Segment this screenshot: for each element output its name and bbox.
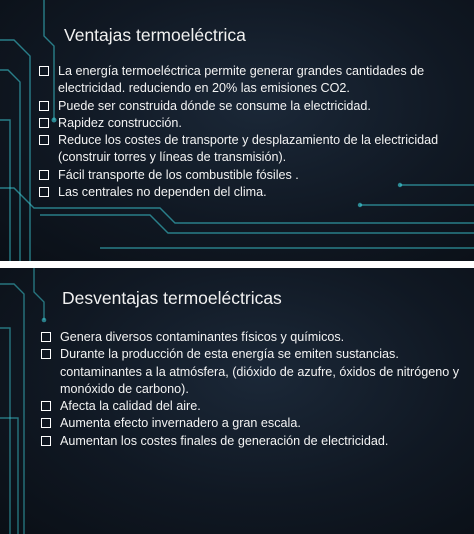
checkbox-icon [41,349,51,359]
checkbox-icon [39,101,49,111]
disadvantages-list [40,329,470,450]
list-item: Durante la producción de esta energía se emiten sustancias. contaminantes a la atmósfera, (dióxido de azufre, óxidos de nitrógeno y monóxido de carbono). [40,346,470,398]
checkbox-icon [39,135,49,145]
checkbox-icon [39,66,49,76]
checkbox-icon [39,187,49,197]
list-item: Fácil transporte de los combustible fósiles . [38,167,468,184]
checkbox-icon [41,332,51,342]
list-item: Genera diversos contaminantes físicos y químicos. [40,329,470,346]
list-item: Aumenta efecto invernadero a gran escala. [40,415,470,432]
slide-title: Desventajas termoeléctricas [62,288,282,308]
checkbox-icon [39,118,49,128]
list-item: Aumentan los costes finales de generación de electricidad. [40,433,470,450]
checkbox-icon [41,418,51,428]
slide-desventajas [0,268,474,534]
list-item: Rapidez construcción. [38,115,468,132]
slide-title: Ventajas termoeléctrica [64,25,246,45]
list-item: La energía termoeléctrica permite generar grandes cantidades de electricidad. reduciendo en 20% las emisiones CO2. [38,63,468,98]
list-item: Las centrales no dependen del clima. [38,184,468,201]
list-item: Reduce los costes de transporte y desplazamiento de la electricidad (construir torres y líneas de transmisión). [38,132,468,167]
slide-ventajas [0,0,474,261]
checkbox-icon [39,170,49,180]
checkbox-icon [41,401,51,411]
advantages-list [38,63,468,201]
list-item: Afecta la calidad del aire. [40,398,470,415]
checkbox-icon [41,436,51,446]
list-item: Puede ser construida dónde se consume la electricidad. [38,98,468,115]
